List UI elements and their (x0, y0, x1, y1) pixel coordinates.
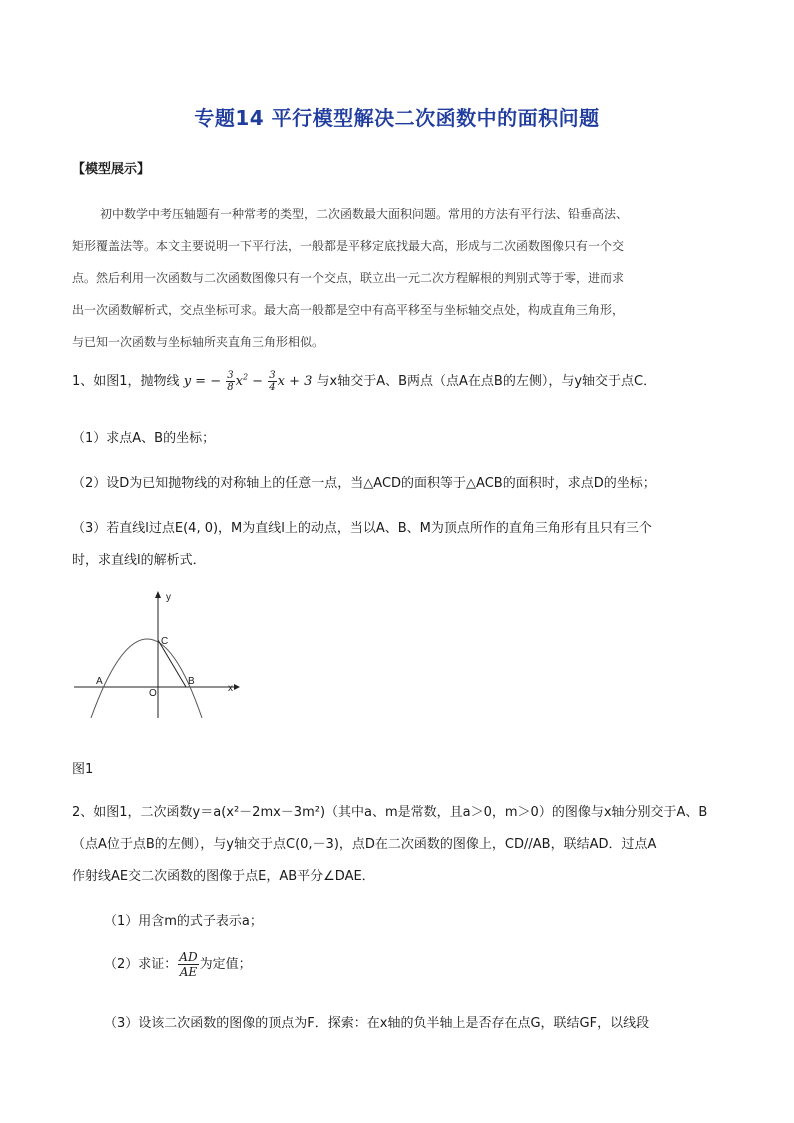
intro-line: 点。然后利用一次函数与二次函数图像只有一个交点，联立出一元二次方程解根的判别式等于零，进而求 (72, 271, 625, 285)
q2-fraction-den: AE (179, 965, 198, 979)
q2-part-2 (104, 950, 252, 979)
q1-part-3-line-2: 时，求直线l的解析式． (72, 553, 206, 568)
label-x: x (228, 683, 233, 694)
eq-x2: x (235, 374, 243, 389)
intro-line: 初中数学中考压轴题有一种常考的类型，二次函数最大面积问题。常用的方法有平行法、铅垂高法、 (100, 207, 629, 221)
eq-fraction-2 (268, 370, 276, 393)
figure-1-caption: 图1 (72, 762, 94, 777)
segment-cb (158, 640, 186, 687)
q1-part-2: （2）设D为已知抛物线的对称轴上的任意一点，当△ACD的面积等于△ACB的面积时，求点D的坐标； (72, 476, 656, 491)
intro-paragraph (72, 198, 722, 358)
section-label: 【模型展示】 (72, 162, 151, 177)
eq-fraction-1 (226, 370, 234, 393)
page-title: 专题14 平行模型解决二次函数中的面积问题 (194, 106, 600, 130)
eq-equals: = − (191, 374, 226, 389)
intro-line: 矩形覆盖法等。本文主要说明一下平行法，一般都是平移定底找最大高，形成与二次函数图像只有一个交 (72, 239, 625, 253)
q2-part-2-prefix: （2）求证： (104, 957, 178, 972)
label-b: B (188, 676, 195, 687)
eq-minus: − (248, 374, 268, 389)
q1-part-1: （1）求点A、B的坐标； (72, 431, 216, 446)
eq-fraction-1-num: 3 (227, 370, 234, 381)
figure-1-parabola-graph (70, 588, 250, 723)
intro-line: 与已知一次函数与坐标轴所夹直角三角形相似。 (72, 335, 325, 349)
q1-equation (183, 370, 317, 393)
intro-line: 出一次函数解析式，交点坐标可求。最大高一般都是空中有高平移至与坐标轴交点处，构成直角三角形， (72, 303, 625, 317)
q1-part-3-line-1: （3）若直线l过点E(4, 0)，M为直线l上的动点，当以A、B、M为顶点所作的直角三角形有且只有三个 (72, 521, 652, 536)
label-c: C (161, 636, 169, 647)
q2-stem-line-2: （点A位于点B的左侧），与y轴交于点C(0,－3)，点D在二次函数的图像上，CD//AB，联结AD．过点A (72, 837, 657, 852)
eq-fraction-2-num: 3 (269, 370, 276, 381)
q1-stem-prefix: 1、如图1，抛物线 (72, 374, 180, 389)
q2-stem-line-3: 作射线AE交二次函数的图像于点E，AB平分∠DAE． (72, 869, 375, 884)
q2-part-3: （3）设该二次函数的图像的顶点为F．探索：在x轴的负半轴上是否存在点G，联结GF，以线段 (104, 1016, 650, 1031)
eq-fraction-1-den: 8 (227, 382, 234, 393)
q2-stem-line-1: 2、如图1，二次函数y＝a(x²－2mx－3m²)（其中a、m是常数，且a＞0，m＞0）的图像与x轴分别交于A、B (72, 805, 708, 820)
label-o: O (149, 688, 157, 699)
q1-stem (72, 370, 656, 393)
parabola-curve (91, 639, 202, 718)
label-y: y (166, 592, 171, 603)
y-axis-arrow (155, 591, 161, 598)
q2-part-1: （1）用含m的式子表示a； (104, 914, 263, 929)
q2-fraction (178, 950, 198, 979)
x-axis-arrow (234, 684, 240, 690)
eq-fraction-2-den: 4 (269, 382, 276, 393)
q2-part-2-suffix: 为定值； (199, 957, 252, 972)
label-a: A (96, 676, 103, 687)
eq-x: x (277, 374, 285, 389)
q1-stem-suffix: 与x轴交于A、B两点（点A在点B的左侧），与y轴交于点C． (316, 374, 657, 389)
eq-square: 2 (242, 372, 249, 382)
eq-y: y (183, 374, 192, 389)
q2-fraction-num: AD (179, 950, 198, 964)
eq-tail: + 3 (284, 374, 313, 389)
